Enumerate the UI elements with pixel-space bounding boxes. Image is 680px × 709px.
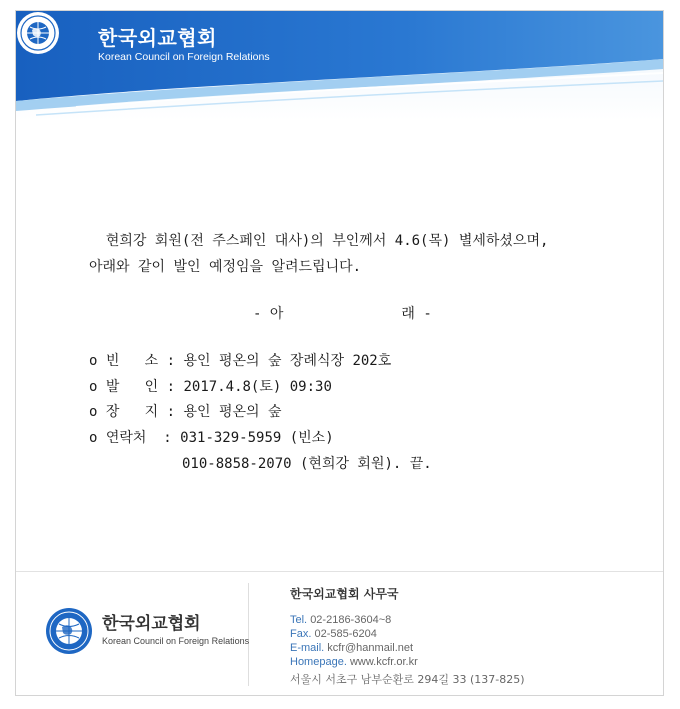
footer-divider — [248, 583, 249, 686]
globe-emblem-icon — [16, 11, 60, 55]
detail-item — [89, 376, 332, 396]
header-org-name: 한국외교협회 — [98, 26, 217, 50]
office-address: 서울시 서초구 남부순환로 294길 33 (137-825) — [290, 673, 525, 686]
detail-value: 2017.4.8(토) 09:30 — [183, 379, 332, 395]
fax-row — [290, 628, 377, 640]
homepage-label: Homepage. — [290, 656, 347, 668]
header-banner — [16, 11, 663, 121]
detail-value: 031-329-5959 (빈소) — [180, 430, 334, 446]
detail-label: o 연락처 : — [89, 430, 172, 446]
footer-separator — [16, 571, 663, 572]
detail-value: 용인 평온의 숲 — [183, 404, 282, 420]
footer-org-name-en: Korean Council on Foreign Relations — [102, 636, 250, 646]
notice-line-2: 아래와 같이 발인 예정임을 알려드립니다. — [89, 259, 362, 275]
detail-label: o 장 지 : — [89, 404, 176, 420]
header-org-name-en: Korean Council on Foreign Relations — [98, 51, 270, 63]
email-label: E-mail. — [290, 642, 325, 654]
notice-line-1: 현희강 회원(전 주스페인 대사)의 부인께서 4.6(목) 별세하셨으며, — [89, 233, 549, 249]
detail-label: o 빈 소 : — [89, 353, 176, 369]
fax-value: 02-585-6204 — [314, 628, 377, 640]
fax-label: Fax. — [290, 628, 312, 640]
tel-label: Tel. — [290, 614, 308, 626]
tel-row — [290, 614, 391, 626]
homepage-row — [290, 656, 418, 668]
email-row — [290, 642, 413, 654]
contact-line-2: 010-8858-2070 (현희강 회원). 끝. — [182, 456, 432, 472]
detail-item — [89, 427, 334, 447]
tel-value: 02-2186-3604~8 — [310, 614, 392, 626]
email-link[interactable]: kcfr@hanmail.net — [327, 642, 414, 654]
section-title: - 아 래 - — [253, 306, 432, 322]
detail-value: 용인 평온의 숲 장례식장 202호 — [183, 353, 392, 369]
detail-item — [89, 350, 391, 370]
globe-emblem-icon — [45, 607, 93, 655]
homepage-link[interactable]: www.kcfr.or.kr — [349, 656, 418, 668]
office-title: 한국외교협회 사무국 — [290, 587, 399, 601]
detail-label: o 발 인 : — [89, 379, 176, 395]
footer-org-name: 한국외교협회 — [102, 614, 201, 634]
detail-item — [89, 401, 282, 421]
